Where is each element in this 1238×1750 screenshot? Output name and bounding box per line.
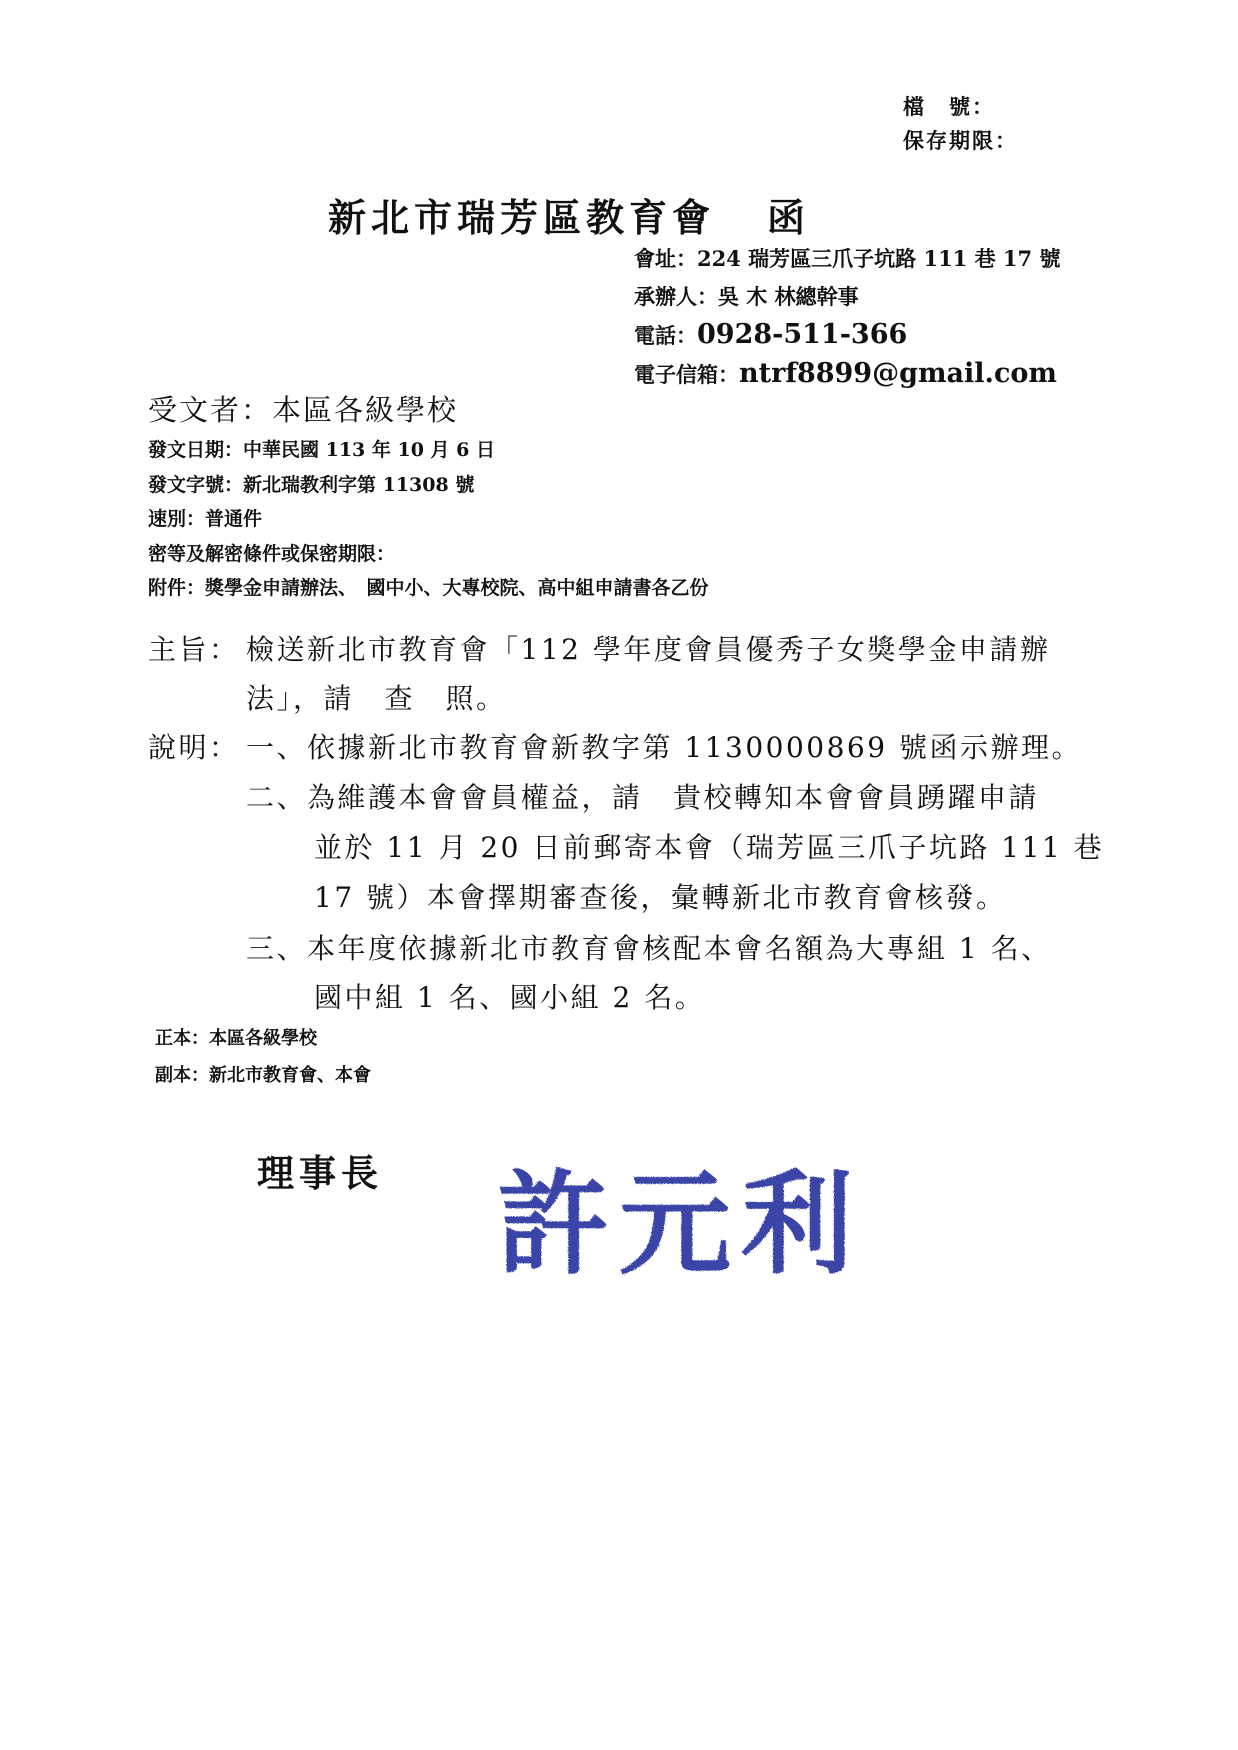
serial-block [903,90,1018,158]
explanation-item-1 [148,726,1082,766]
subject-text-1: 檢送新北市教育會「112 學年度會員優秀子女獎學金申請辦 [246,633,1051,666]
phone-number: 0928-511-366 [697,319,908,350]
email-label: 電子信箱： [634,362,739,387]
document-title [328,187,810,242]
issue-date: 發文日期：中華民國 113 年 10 月 6 日 [148,439,496,461]
phone-label: 電話： [634,323,697,348]
chairman-title: 理事長 [257,1151,383,1195]
handler: 承辦人：吳 木 林總幹事 [634,284,859,309]
chairman-seal-stamp [480,1135,880,1300]
email-line [634,355,1060,394]
subject-line-2: 法」，請 查 照。 [246,682,507,715]
attachments: 附件：獎學金申請辦法、 國中小、大專校院、高中組申請書各乙份 [148,577,709,599]
phone-line [634,316,1060,355]
explanation-item-2-line-1: 二、為維護本會會員權益，請 貴校轉知本會會員踴躍申請 [246,781,1040,814]
copy-recipient: 副本：新北市教育會、本會 [155,1065,371,1086]
speed-class: 速別：普通件 [148,508,263,530]
document-number: 發文字號：新北瑞教利字第 11308 號 [148,473,475,496]
explanation-item-1-text: 一、依據新北市教育會新教字第 1130000869 號函示辦理。 [246,731,1082,764]
recipient: 受文者：本區各級學校 [148,393,459,427]
explanation-item-3-line-1: 三、本年度依據新北市教育會核配本會名額為大專組 1 名、 [246,932,1052,965]
explanation-item-3-line-2: 國中組 1 名、國小組 2 名。 [314,981,706,1014]
copies-block [155,1020,371,1094]
subject-label: 主旨： [148,633,240,666]
explanation-label: 說明： [148,731,240,764]
address: 會址：224 瑞芳區三爪子坑路 111 巷 17 號 [634,246,1061,271]
seal-text: 許元利 [497,1159,863,1290]
organization-name: 新北市瑞芳區教育會 [328,195,716,240]
contact-block [634,240,1060,394]
subject-line-1 [148,628,1050,668]
original-recipient: 正本：本區各級學校 [155,1028,317,1049]
explanation-item-2-line-2: 並於 11 月 20 日前郵寄本會（瑞芳區三爪子坑路 111 巷 [314,831,1105,864]
retention-period-label: 保存期限： [903,128,1018,153]
file-number-label: 檔 號： [903,94,995,119]
explanation-item-2-line-3: 17 號）本會擇期審查後，彙轉新北市教育會核發。 [314,881,1007,914]
meta-block [148,433,709,606]
email-address: ntrf8899@gmail.com [739,358,1057,389]
document-type: 函 [767,195,811,240]
secrecy-level: 密等及解密條件或保密期限： [148,542,396,565]
